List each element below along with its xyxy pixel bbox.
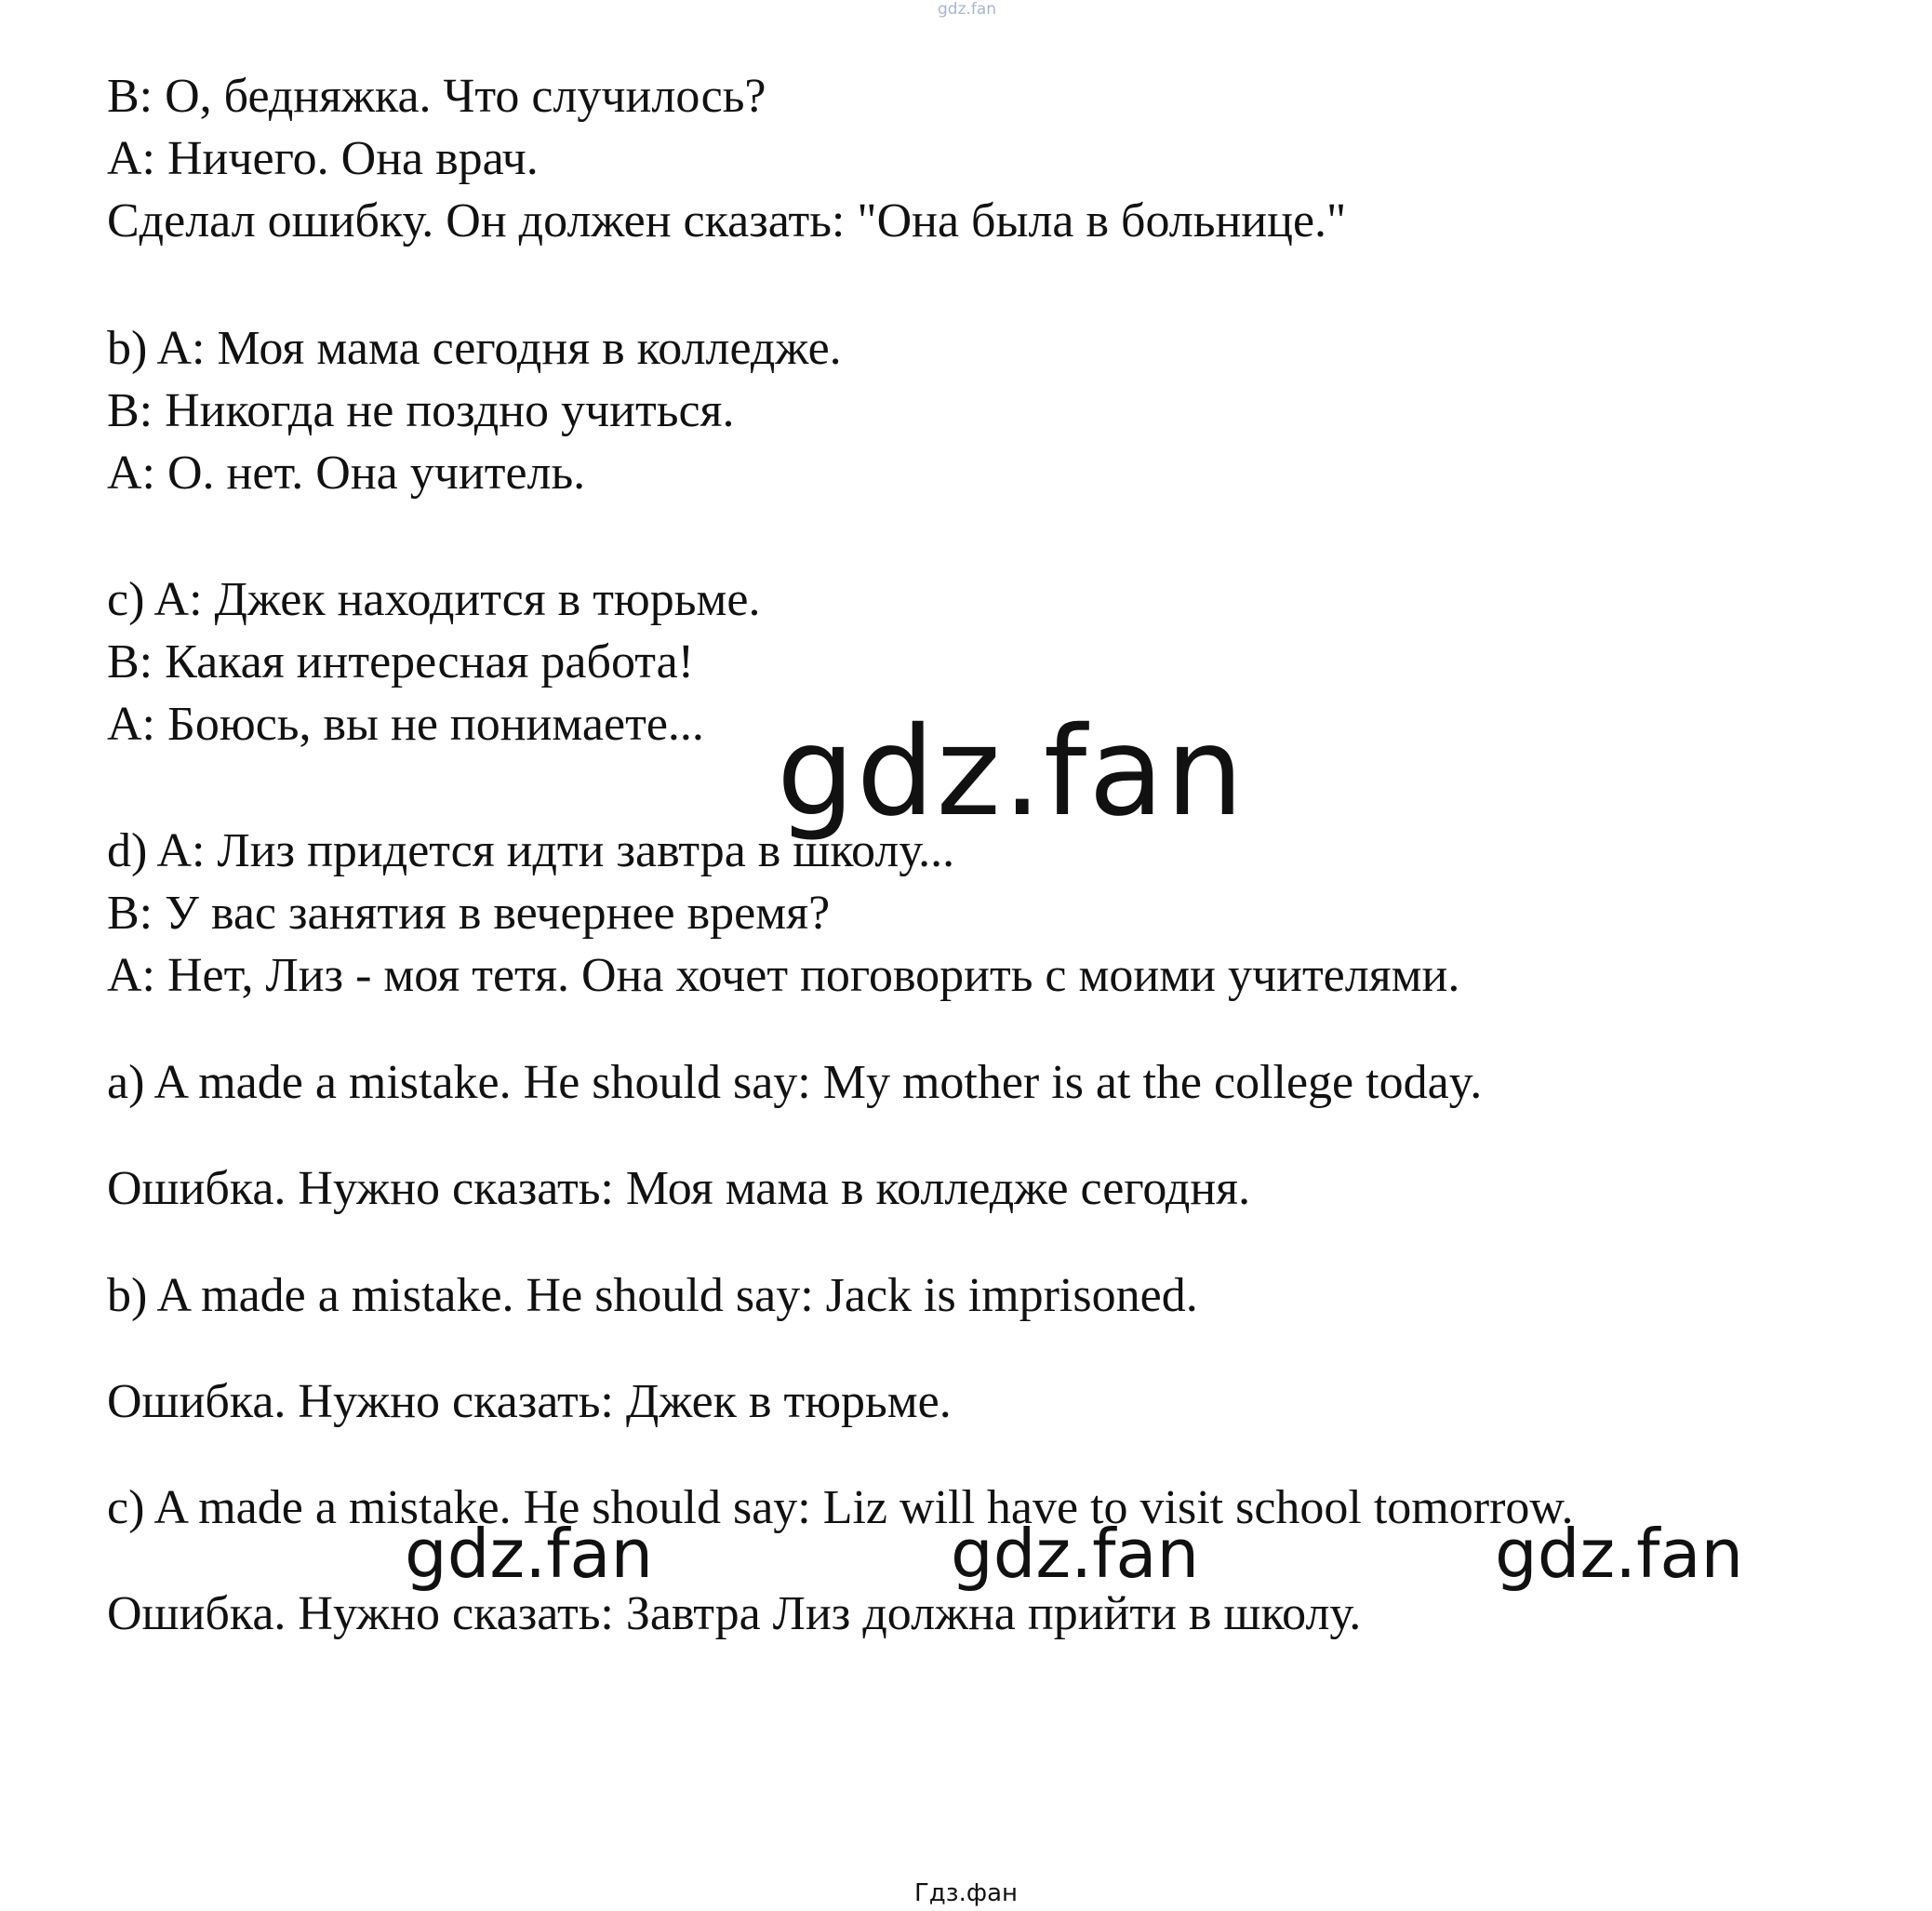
watermark-top: gdz.fan <box>938 0 997 19</box>
answer-c-english: c) A made a mistake. He should say: Liz will have to visit school tomorrow. <box>107 1481 1574 1534</box>
dialogue-d-line-1: d) A: Лиз придется идти завтра в школу... <box>107 824 955 877</box>
answer-b-english: b) A made a mistake. He should say: Jack is imprisoned. <box>107 1269 1198 1322</box>
dialogue-a-line-2: A: Ничего. Она врач. <box>107 132 539 185</box>
watermark-large: gdz.fan <box>777 701 1246 844</box>
dialogue-b-line-2: B: Никогда не поздно учиться. <box>107 384 735 437</box>
dialogue-a-line-3: Сделал ошибку. Он должен сказать: "Она была в больнице." <box>107 194 1347 247</box>
watermark-row-2: gdz.fan <box>951 1515 1200 1593</box>
dialogue-c-line-2: B: Какая интересная работа! <box>107 635 695 688</box>
dialogue-d-line-3: A: Нет, Лиз - моя тетя. Она хочет поговорить с моими учителями. <box>107 949 1460 1002</box>
dialogue-d-line-2: B: У вас занятия в вечернее время? <box>107 887 831 940</box>
dialogue-c-line-3: A: Боюсь, вы не понимаете... <box>107 698 704 751</box>
watermark-row-1: gdz.fan <box>405 1515 654 1593</box>
answer-a-english: a) A made a mistake. He should say: My mother is at the college today. <box>107 1056 1483 1109</box>
dialogue-c-line-1: c) A: Джек находится в тюрьме. <box>107 573 761 626</box>
answer-b-russian: Ошибка. Нужно сказать: Джек в тюрьме. <box>107 1375 952 1428</box>
page-footer: Гдз.фан <box>913 1879 1019 1907</box>
answer-a-russian: Ошибка. Нужно сказать: Моя мама в колледже сегодня. <box>107 1162 1251 1215</box>
answer-c-russian: Ошибка. Нужно сказать: Завтра Лиз должна прийти в школу. <box>107 1587 1362 1640</box>
dialogue-a-line-1: B: О, бедняжка. Что случилось? <box>107 70 766 123</box>
watermark-row-3: gdz.fan <box>1495 1515 1744 1593</box>
dialogue-b-line-1: b) A: Моя мама сегодня в колледже. <box>107 322 842 375</box>
dialogue-b-line-3: A: О. нет. Она учитель. <box>107 447 586 500</box>
